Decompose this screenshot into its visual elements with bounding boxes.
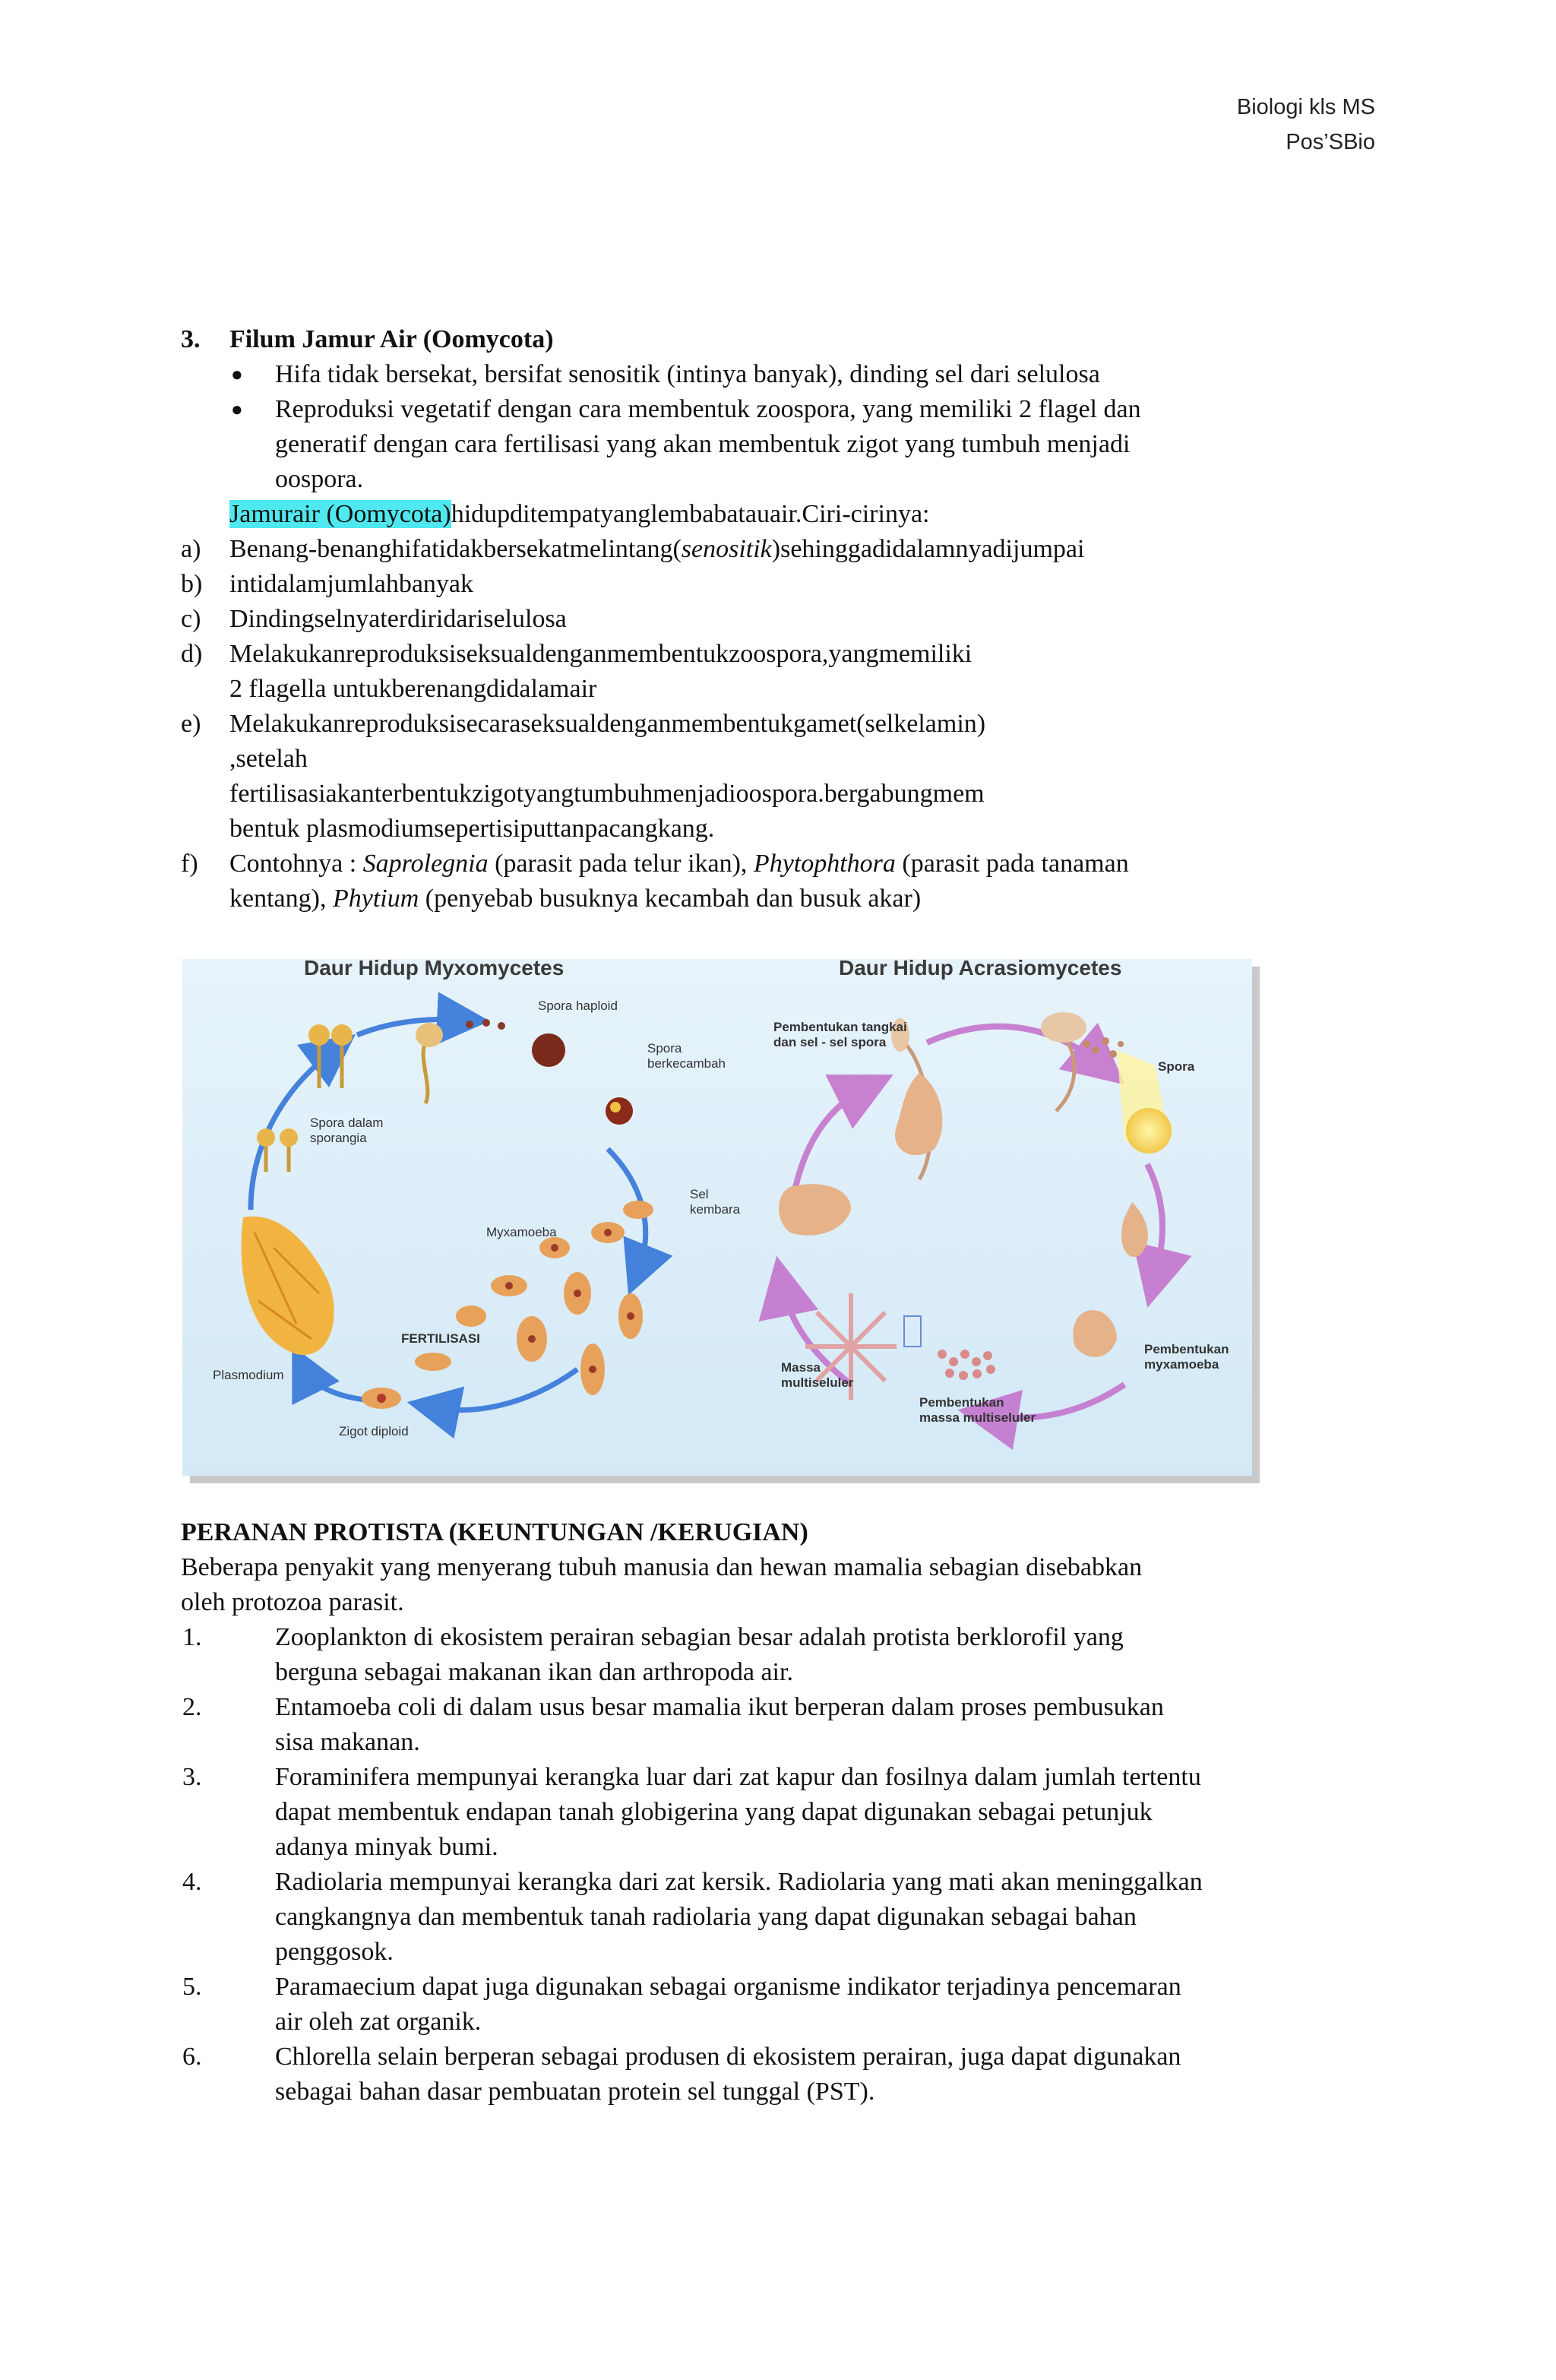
item-text: Zooplankton di ekosistem perairan sebagian besar adalah protista berklorofil yang (275, 1623, 1124, 1651)
item-text-continued: cangkangnya dan membentuk tanah radiolaria yang dapat digunakan sebagai bahan (275, 1903, 1137, 1931)
section-peranan (181, 1515, 1381, 2123)
item-label: b) (181, 570, 203, 598)
header-line-2: Pos’SBio (1286, 130, 1375, 154)
label-spora-haploid: Spora haploid (538, 999, 618, 1013)
label-zigot-diploid: Zigot diploid (339, 1424, 409, 1438)
label-sel-kembara: Sel kembara (690, 1187, 741, 1217)
item-label: e) (181, 710, 201, 738)
item-text: Radiolaria mempunyai kerangka dari zat kersik. Radiolaria yang mati akan meninggalkan (275, 1868, 1203, 1896)
item-text: Melakukanreproduksiseksualdenganmembentukzoospora,yangmemiliki (229, 640, 972, 668)
peranan-intro: Beberapa penyakit yang menyerang tubuh manusia dan hewan mamalia sebagian disebabkan (181, 1553, 1143, 1581)
item-label: c) (181, 605, 201, 633)
bullet-text: Hifa tidak bersekat, bersifat senositik (intinya banyak), dinding sel dari selulosa (275, 360, 1100, 388)
item-label: f) (181, 850, 198, 878)
item-text-continued: sebagai bahan dasar pembuatan protein sel tunggal (PST). (275, 2078, 875, 2106)
section-oomycota (181, 322, 1381, 930)
item-text: )sehinggadidalamnyadijumpai (771, 535, 1085, 563)
label-spora-berkecambah: Spora berkecambah (647, 1041, 726, 1071)
item-number: 3. (182, 1763, 202, 1791)
item-italic: Saprolegnia (362, 850, 489, 878)
section-title: Filum Jamur Air (Oomycota) (229, 325, 554, 353)
peranan-intro-continued: oleh protozoa parasit. (181, 1588, 404, 1616)
item-number: 6. (182, 2043, 202, 2071)
item-text-continued: (penyebab busuknya kecambah dan busuk akar) (419, 885, 922, 913)
item-text-continued: 2 flagella untukberenangdidalamair (229, 675, 597, 703)
item-text: Entamoeba coli di dalam usus besar mamalia ikut berperan dalam proses pembusukan (275, 1693, 1164, 1721)
item-text-continued: air oleh zat organik. (275, 2008, 482, 2036)
item-text: (parasit pada tanaman (895, 850, 1129, 878)
item-text: Melakukanreproduksisecaraseksualdenganmembentukgamet(selkelamin) (229, 710, 986, 738)
bullet-text: Reproduksi vegetatif dengan cara membentuk zoospora, yang memiliki 2 flagel dan (275, 395, 1141, 423)
item-italic: Phytophthora (753, 850, 896, 878)
label-massa-multiseluler: Massa multiseluler (781, 1360, 854, 1390)
figure-title-acrasiomycetes: Daur Hidup Acrasiomycetes (839, 956, 1122, 980)
label-spora: Spora (1158, 1059, 1195, 1074)
bullet-dot-icon: ● (231, 363, 243, 385)
header-line-1: Biologi kls MS (1236, 95, 1375, 119)
item-label: a) (181, 535, 201, 563)
item-text-continued: kentang), (229, 885, 333, 913)
item-text: Chlorella selain berperan sebagai produsen di ekosistem perairan, juga dapat digunakan (275, 2043, 1181, 2071)
item-number: 1. (182, 1623, 202, 1651)
label-pembentukan-massa: Pembentukan massa multiseluler (919, 1395, 1036, 1425)
item-text-continued: fertilisasiakanterbentukzigotyangtumbuhmenjadioospora.bergabungmem (229, 780, 985, 808)
item-text-continued: ,setelah (229, 745, 308, 773)
label-pembentukan-tangkai: Pembentukan tangkai dan sel - sel spora (773, 1020, 907, 1049)
label-pembentukan-myxamoeba: Pembentukan myxamoeba (1144, 1342, 1229, 1372)
item-text-continued: adanya minyak bumi. (275, 1833, 498, 1861)
item-text-continued: penggosok. (275, 1938, 394, 1966)
label-plasmodium: Plasmodium (213, 1368, 284, 1382)
item-text-continued: dapat membentuk endapan tanah globigerina yang dapat digunakan sebagai petunjuk (275, 1798, 1153, 1826)
peranan-title: PERANAN PROTISTA (KEUNTUNGAN /KERUGIAN) (181, 1518, 808, 1546)
label-spora-dalam-sporangia: Spora dalam sporangia (310, 1116, 384, 1145)
label-myxamoeba: Myxamoeba (486, 1225, 557, 1239)
item-number: 5. (182, 1973, 202, 2001)
item-text: Benang-benanghifatidakbersekatmelintang( (229, 535, 682, 563)
bullet-text-continued: generatif dengan cara fertilisasi yang akan membentuk zigot yang tumbuh menjadi (275, 430, 1131, 458)
figure-title-myxomycetes: Daur Hidup Myxomycetes (304, 956, 565, 980)
item-italic: Phytium (332, 885, 419, 913)
item-number: 4. (182, 1868, 202, 1896)
bullet-dot-icon: ● (231, 398, 243, 420)
item-text: Dindingselnyaterdiridariselulosa (229, 605, 567, 633)
item-text-continued: sisa makanan. (275, 1728, 420, 1756)
bullet-text-continued: oospora. (275, 465, 364, 493)
life-cycle-illustration (182, 959, 1252, 1476)
label-fertilisasi: FERTILISASI (401, 1331, 480, 1346)
item-number: 2. (182, 1693, 202, 1721)
highlighted-term: Jamurair (Oomycota) (229, 500, 451, 528)
section-number: 3. (181, 325, 201, 353)
item-label: d) (181, 640, 203, 668)
intro-text: hidupditempatyanglembabatauair.Ciri-cirinya: (451, 500, 930, 528)
item-text: Contohnya : (229, 850, 363, 878)
item-text: Paramaecium dapat juga digunakan sebagai organisme indikator terjadinya pencemaran (275, 1973, 1181, 2001)
page-header (1237, 90, 1375, 160)
item-text: (parasit pada telur ikan), (488, 850, 754, 878)
item-text-continued: bentuk plasmodiumsepertisiputtanpacangkang. (229, 815, 715, 843)
item-text: intidalamjumlahbanyak (229, 570, 474, 598)
item-italic: senositik (681, 535, 772, 563)
life-cycle-figure (182, 956, 1252, 1476)
item-text-continued: berguna sebagai makanan ikan dan arthropoda air. (275, 1658, 793, 1686)
item-text: Foraminifera mempunyai kerangka luar dari zat kapur dan fosilnya dalam jumlah tertentu (275, 1763, 1201, 1791)
